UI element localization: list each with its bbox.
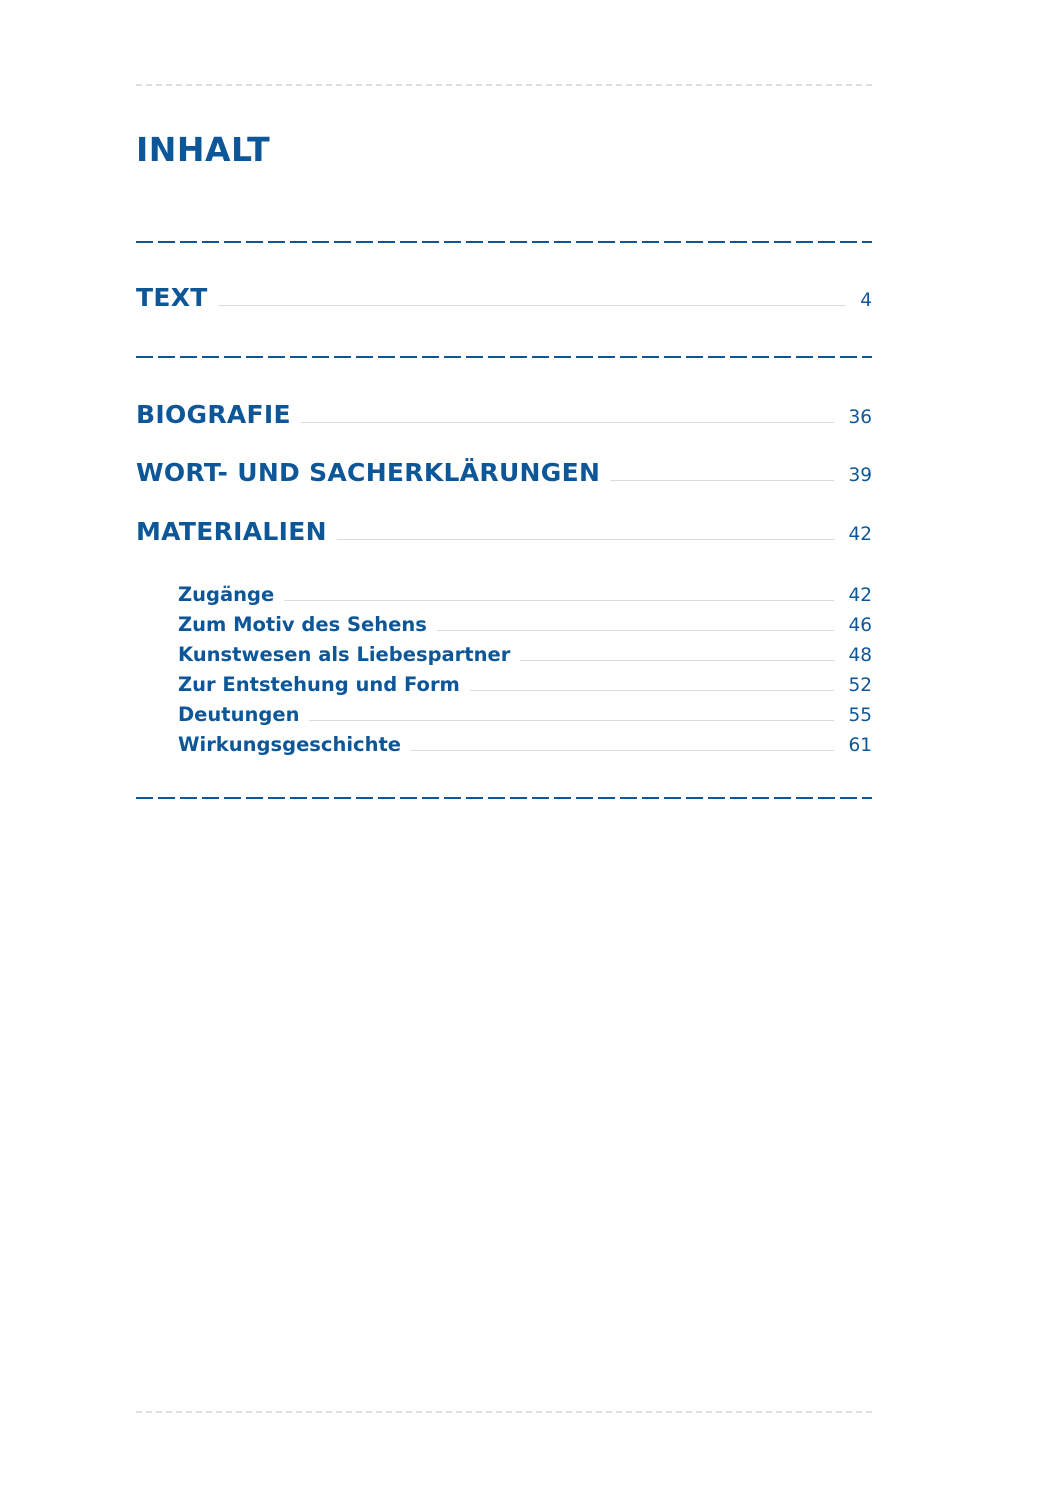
toc-entry-label: Zur Entstehung und Form — [178, 673, 460, 696]
toc-leader-line — [218, 305, 847, 306]
toc-page-number: 36 — [848, 407, 872, 428]
toc-subentry-zugaenge[interactable] — [178, 583, 872, 606]
toc-leader-line — [301, 422, 835, 423]
toc-entry-label: Zum Motiv des Sehens — [178, 613, 427, 636]
top-divider — [136, 84, 872, 86]
section-divider — [136, 356, 872, 358]
toc-page-number: 52 — [848, 675, 872, 696]
toc-subentry-zum-motiv-des-sehens[interactable] — [178, 613, 872, 636]
bottom-divider — [136, 1411, 872, 1413]
section-divider — [136, 797, 872, 799]
toc-entry-label: BIOGRAFIE — [136, 400, 291, 429]
toc-page-number: 4 — [860, 290, 872, 311]
toc-subentry-kunstwesen-als-liebespartner[interactable] — [178, 643, 872, 666]
toc-leader-line — [284, 600, 834, 601]
toc-entry-label: Wirkungsgeschichte — [178, 733, 402, 756]
toc-subentry-deutungen[interactable] — [178, 703, 872, 726]
toc-page-number: 61 — [848, 735, 872, 756]
toc-entry-label: Deutungen — [178, 703, 300, 726]
toc-page-number: 42 — [848, 585, 872, 606]
toc-entry-biografie[interactable] — [136, 400, 872, 429]
toc-entry-label: WORT- UND SACHERKLÄRUNGEN — [136, 458, 601, 487]
toc-leader-line — [309, 720, 834, 721]
toc-entry-label: Zugänge — [178, 583, 275, 606]
toc-subentry-wirkungsgeschichte[interactable] — [178, 733, 872, 756]
toc-entry-wort-und-sacherklaerungen[interactable] — [136, 458, 872, 487]
toc-leader-line — [610, 480, 834, 481]
toc-leader-line — [411, 750, 834, 751]
toc-page-number: 48 — [848, 645, 872, 666]
toc-page-number: 42 — [848, 524, 872, 545]
toc-leader-line — [520, 660, 834, 661]
toc-subentry-zur-entstehung-und-form[interactable] — [178, 673, 872, 696]
toc-entry-label: TEXT — [136, 283, 208, 312]
section-divider — [136, 241, 872, 243]
page-title: INHALT — [136, 130, 271, 169]
toc-page-number: 39 — [848, 465, 872, 486]
toc-leader-line — [437, 630, 835, 631]
toc-page-number: 55 — [848, 705, 872, 726]
toc-entry-text[interactable] — [136, 283, 872, 312]
toc-entry-label: MATERIALIEN — [136, 517, 327, 546]
toc-page-number: 46 — [848, 615, 872, 636]
toc-leader-line — [470, 690, 835, 691]
toc-entry-materialien[interactable] — [136, 517, 872, 546]
toc-leader-line — [337, 539, 835, 540]
toc-entry-label: Kunstwesen als Liebespartner — [178, 643, 511, 666]
